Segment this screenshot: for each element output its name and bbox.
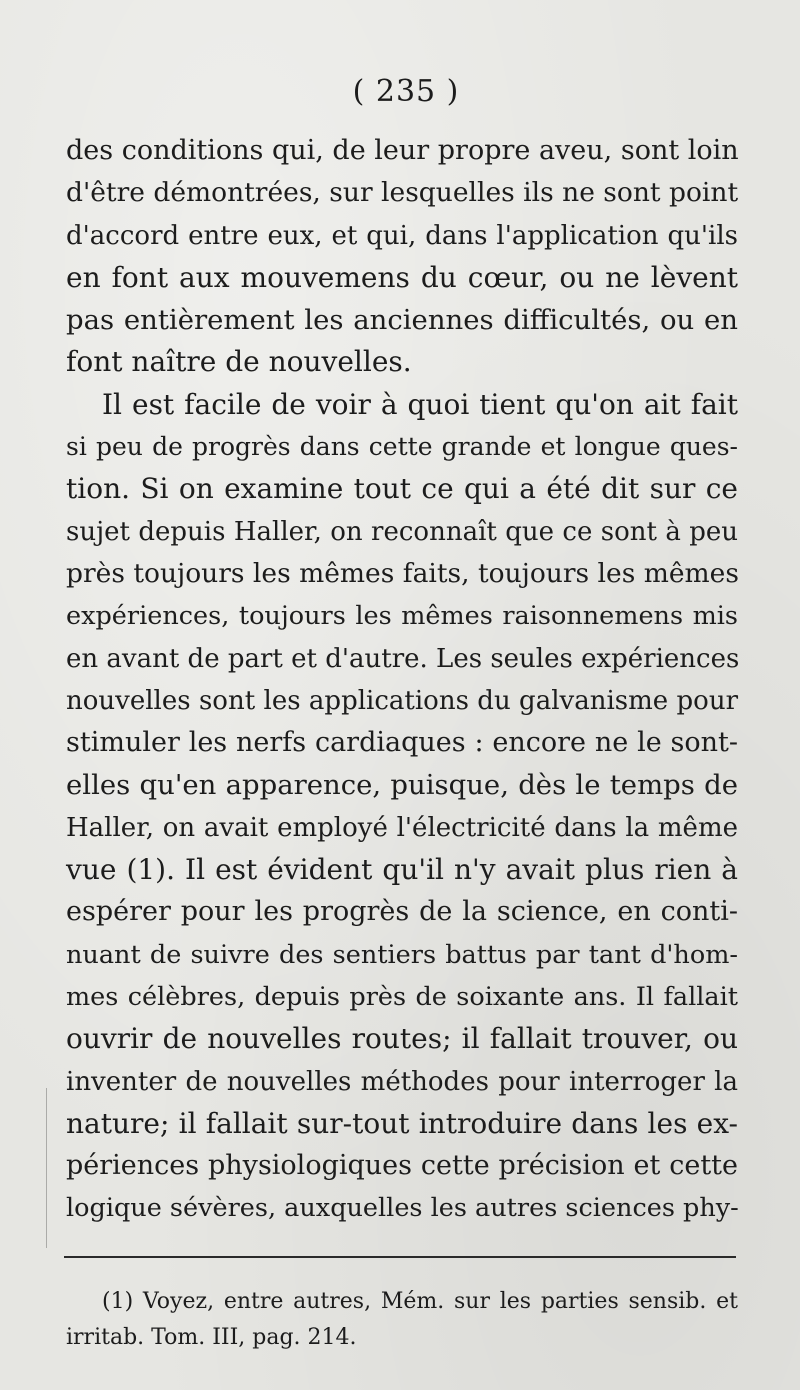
text-line-11: près toujours les mêmes faits, toujours les mêmes (66, 557, 739, 589)
text-line-6: font naître de nouvelles. (66, 345, 412, 379)
text-line-10: sujet depuis Haller, on reconnaît que ce sont à peu (66, 516, 738, 547)
text-line-24: nature; il fallait sur-tout introduire dans les ex- (66, 1106, 738, 1140)
text-line-2: d'être démontrées, sur lesquelles ils ne sont point (66, 177, 739, 209)
text-line-8: si peu de progrès dans cette grande et longue ques- (66, 432, 738, 462)
text-line-17: Haller, on avait employé l'électricité dans la même (66, 812, 738, 843)
text-line-26: logique sévères, auxquelles les autres sciences phy- (66, 1193, 739, 1224)
footnote-line-1: (1) Voyez, entre autres, Mém. sur les parties sensib. et (102, 1289, 738, 1314)
text-line-22: ouvrir de nouvelles routes; il fallait trouver, ou (66, 1022, 738, 1056)
text-line-20: nuant de suivre des sentiers battus par tant d'hom- (66, 939, 738, 970)
text-line-13: en avant de part et d'autre. Les seules expériences (66, 643, 740, 674)
text-line-4: en font aux mouvemens du cœur, ou ne lèvent (66, 260, 738, 294)
text-line-15: stimuler les nerfs cardiaques : encore ne le sont- (66, 727, 738, 759)
text-line-19: espérer pour les progrès de la science, en conti- (66, 896, 738, 928)
text-line-23: inventer de nouvelles méthodes pour interroger la (66, 1066, 738, 1097)
text-line-16: elles qu'en apparence, puisque, dès le temps de (66, 769, 738, 802)
footnote (66, 1284, 738, 1356)
body-text (66, 130, 738, 1230)
text-line-5: pas entièrement les anciennes difficultés, ou en (66, 304, 738, 337)
footnote-divider (64, 1256, 736, 1258)
text-line-1: des conditions qui, de leur propre aveu, sont loin (66, 135, 739, 166)
text-line-21: mes célèbres, depuis près de soixante ans. Il fallait (66, 981, 738, 1012)
text-line-12: expériences, toujours les mêmes raisonnemens mis (66, 601, 738, 632)
text-line-9: tion. Si on examine tout ce qui a été dit sur ce (66, 472, 738, 506)
footnote-line-2: irritab. Tom. III, pag. 214. (66, 1325, 357, 1350)
text-line-14: nouvelles sont les applications du galvanisme pour (66, 685, 738, 716)
text-line-7: Il est facile de voir à quoi tient qu'on ait fait (102, 387, 738, 421)
margin-mark (46, 1088, 47, 1248)
text-line-18: vue (1). Il est évident qu'il n'y avait plus rien à (66, 853, 738, 887)
page-number: ( 235 ) (352, 74, 460, 109)
text-line-25: périences physiologiques cette précision et cette (66, 1150, 738, 1182)
text-line-3: d'accord entre eux, et qui, dans l'application qu'ils (66, 220, 738, 251)
